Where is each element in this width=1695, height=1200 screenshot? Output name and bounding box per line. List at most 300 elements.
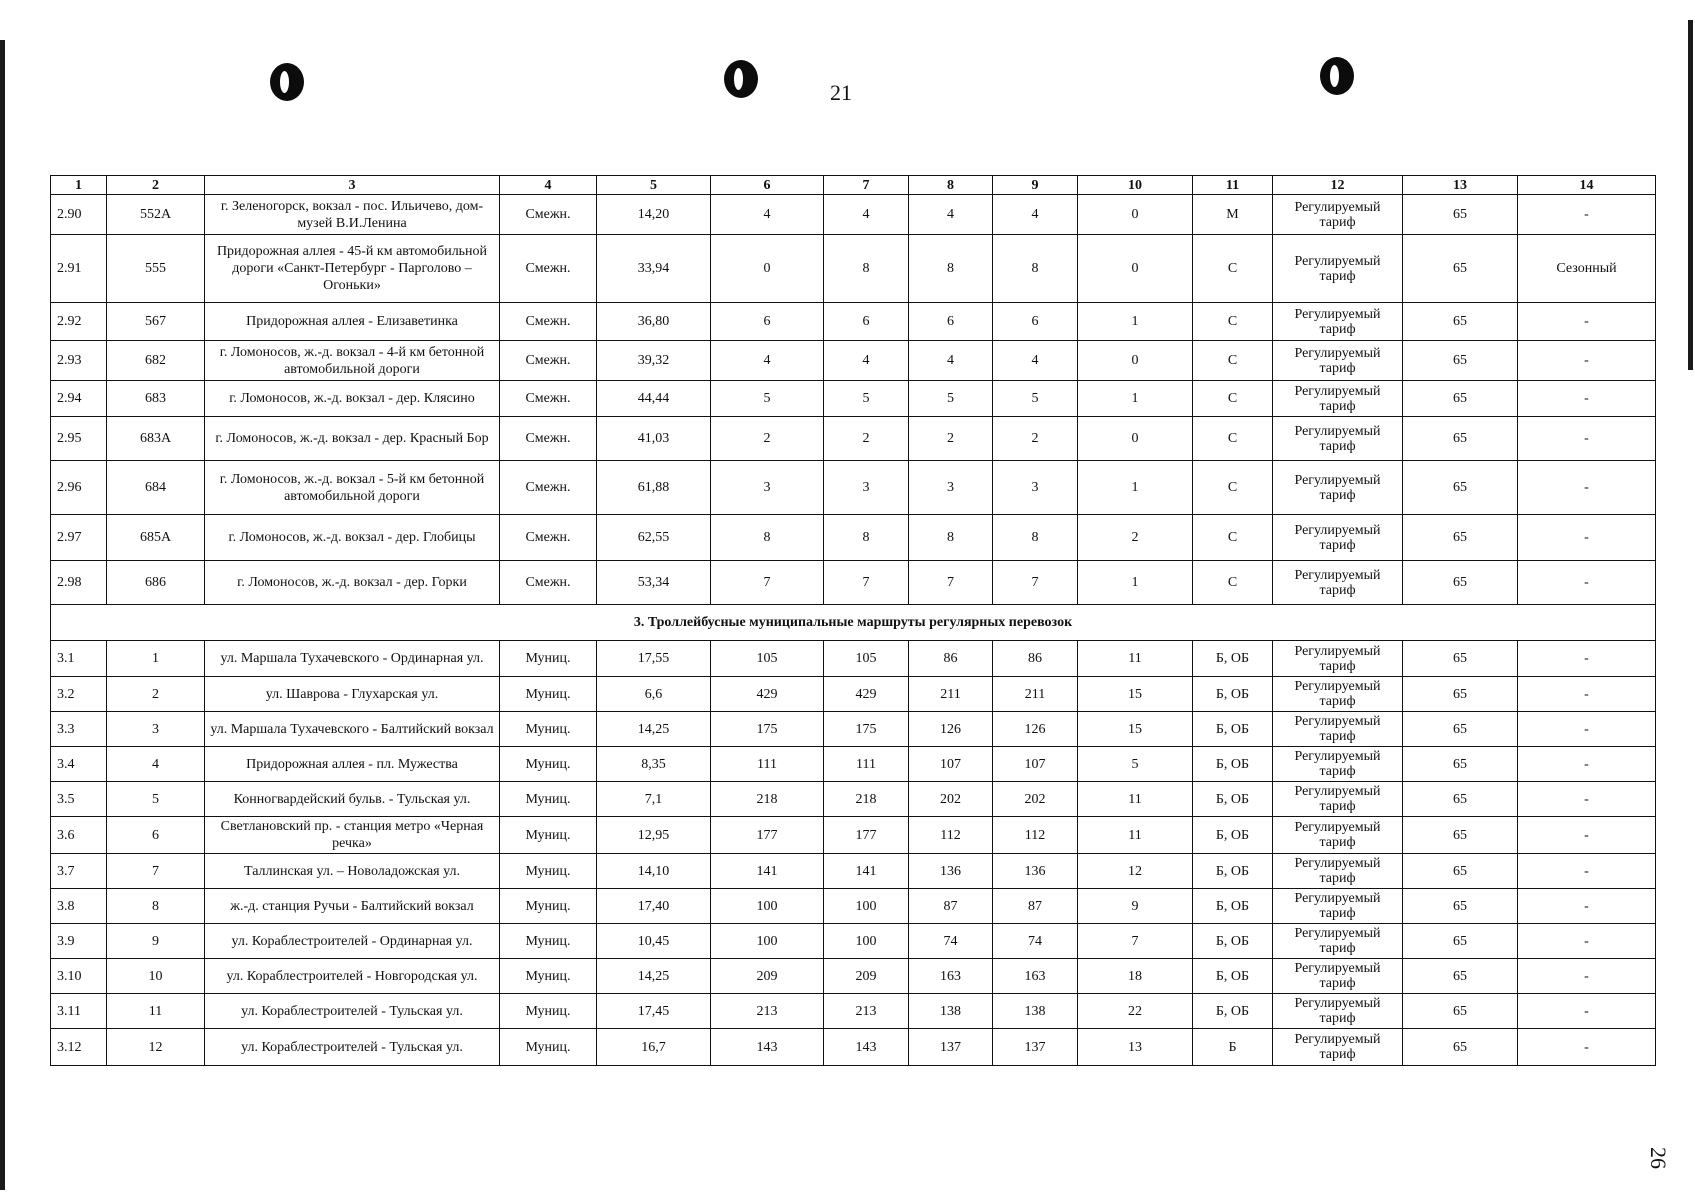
row-number: 2.91 bbox=[51, 235, 107, 303]
route-type: Муниц. bbox=[500, 747, 597, 782]
route-type: Смежн. bbox=[500, 515, 597, 561]
vehicle-class: Б, ОБ bbox=[1193, 817, 1273, 854]
col-9: 136 bbox=[993, 854, 1078, 889]
route-type: Смежн. bbox=[500, 381, 597, 417]
vehicle-class: С bbox=[1193, 417, 1273, 461]
col-13: 65 bbox=[1403, 994, 1518, 1029]
table-row bbox=[51, 515, 1656, 561]
route-path: Конногвардейский бульв. - Тульская ул. bbox=[205, 782, 500, 817]
route-type: Муниц. bbox=[500, 889, 597, 924]
tariff-type: Регулируемый тариф bbox=[1273, 782, 1403, 817]
route-path: ул. Кораблестроителей - Новгородская ул. bbox=[205, 959, 500, 994]
col-7: 218 bbox=[824, 782, 909, 817]
col-9: 5 bbox=[993, 381, 1078, 417]
col-7: 5 bbox=[824, 381, 909, 417]
col-14: - bbox=[1518, 747, 1656, 782]
vehicle-class: С bbox=[1193, 381, 1273, 417]
col-6: 4 bbox=[711, 195, 824, 235]
route-type: Муниц. bbox=[500, 924, 597, 959]
route-type: Муниц. bbox=[500, 641, 597, 677]
table-row bbox=[51, 747, 1656, 782]
route-number: 684 bbox=[107, 461, 205, 515]
route-type: Муниц. bbox=[500, 994, 597, 1029]
route-type: Смежн. bbox=[500, 561, 597, 605]
vehicle-class: Б, ОБ bbox=[1193, 959, 1273, 994]
page-number: 21 bbox=[830, 80, 852, 105]
col-14: - bbox=[1518, 959, 1656, 994]
table-section-3 bbox=[51, 605, 1656, 641]
route-length: 41,03 bbox=[597, 417, 711, 461]
route-path: ул. Шаврова - Глухарская ул. bbox=[205, 677, 500, 712]
col-8: 107 bbox=[909, 747, 993, 782]
route-type: Муниц. bbox=[500, 959, 597, 994]
route-number: 10 bbox=[107, 959, 205, 994]
tariff-type: Регулируемый тариф bbox=[1273, 712, 1403, 747]
table-row bbox=[51, 712, 1656, 747]
punch-hole-right bbox=[1320, 57, 1354, 95]
col-7: 100 bbox=[824, 889, 909, 924]
col-9: 87 bbox=[993, 889, 1078, 924]
col-7: 177 bbox=[824, 817, 909, 854]
route-length: 6,6 bbox=[597, 677, 711, 712]
table-row bbox=[51, 235, 1656, 303]
route-number: 686 bbox=[107, 561, 205, 605]
col-8: 211 bbox=[909, 677, 993, 712]
col-9: 211 bbox=[993, 677, 1078, 712]
route-path: ул. Маршала Тухачевского - Ординарная ул. bbox=[205, 641, 500, 677]
col-14: - bbox=[1518, 561, 1656, 605]
route-length: 33,94 bbox=[597, 235, 711, 303]
col-13: 65 bbox=[1403, 782, 1518, 817]
col-7: 209 bbox=[824, 959, 909, 994]
col-14: - bbox=[1518, 1029, 1656, 1066]
route-path: г. Ломоносов, ж.-д. вокзал - 4-й км бетонной автомобильной дороги bbox=[205, 341, 500, 381]
row-number: 2.95 bbox=[51, 417, 107, 461]
col-9: 6 bbox=[993, 303, 1078, 341]
route-path: г. Ломоносов, ж.-д. вокзал - дер. Красный Бор bbox=[205, 417, 500, 461]
table-row bbox=[51, 561, 1656, 605]
row-number: 3.5 bbox=[51, 782, 107, 817]
route-number: 5 bbox=[107, 782, 205, 817]
col-6: 143 bbox=[711, 1029, 824, 1066]
col-6: 105 bbox=[711, 641, 824, 677]
col-14: - bbox=[1518, 417, 1656, 461]
col-13: 65 bbox=[1403, 515, 1518, 561]
route-type: Муниц. bbox=[500, 782, 597, 817]
column-header: 2 bbox=[107, 176, 205, 195]
route-path: ул. Кораблестроителей - Тульская ул. bbox=[205, 1029, 500, 1066]
table-row bbox=[51, 461, 1656, 515]
column-header: 12 bbox=[1273, 176, 1403, 195]
col-6: 2 bbox=[711, 417, 824, 461]
route-length: 39,32 bbox=[597, 341, 711, 381]
col-14: - bbox=[1518, 381, 1656, 417]
row-number: 3.11 bbox=[51, 994, 107, 1029]
row-number: 3.7 bbox=[51, 854, 107, 889]
row-number: 2.98 bbox=[51, 561, 107, 605]
vehicle-class: С bbox=[1193, 561, 1273, 605]
col-14: - bbox=[1518, 782, 1656, 817]
route-number: 555 bbox=[107, 235, 205, 303]
route-number: 1 bbox=[107, 641, 205, 677]
route-number: 682 bbox=[107, 341, 205, 381]
col-8: 6 bbox=[909, 303, 993, 341]
col-9: 126 bbox=[993, 712, 1078, 747]
col-10: 15 bbox=[1078, 677, 1193, 712]
col-6: 8 bbox=[711, 515, 824, 561]
row-number: 3.8 bbox=[51, 889, 107, 924]
route-type: Муниц. bbox=[500, 817, 597, 854]
col-9: 8 bbox=[993, 515, 1078, 561]
route-length: 44,44 bbox=[597, 381, 711, 417]
route-path: ул. Кораблестроителей - Ординарная ул. bbox=[205, 924, 500, 959]
col-13: 65 bbox=[1403, 924, 1518, 959]
col-9: 8 bbox=[993, 235, 1078, 303]
column-header: 6 bbox=[711, 176, 824, 195]
col-14: - bbox=[1518, 817, 1656, 854]
section-row bbox=[51, 605, 1656, 641]
col-14: - bbox=[1518, 303, 1656, 341]
route-path: Придорожная аллея - 45-й км автомобильной дороги «Санкт-Петербург - Парголово – Огоньки» bbox=[205, 235, 500, 303]
table-row bbox=[51, 854, 1656, 889]
col-13: 65 bbox=[1403, 817, 1518, 854]
route-length: 14,25 bbox=[597, 959, 711, 994]
table-row bbox=[51, 994, 1656, 1029]
column-header: 4 bbox=[500, 176, 597, 195]
col-7: 111 bbox=[824, 747, 909, 782]
vehicle-class: С bbox=[1193, 303, 1273, 341]
route-number: 683 bbox=[107, 381, 205, 417]
col-10: 18 bbox=[1078, 959, 1193, 994]
col-10: 11 bbox=[1078, 817, 1193, 854]
col-9: 137 bbox=[993, 1029, 1078, 1066]
col-6: 209 bbox=[711, 959, 824, 994]
col-13: 65 bbox=[1403, 417, 1518, 461]
col-8: 136 bbox=[909, 854, 993, 889]
row-number: 3.12 bbox=[51, 1029, 107, 1066]
col-6: 141 bbox=[711, 854, 824, 889]
route-number: 9 bbox=[107, 924, 205, 959]
scan-edge-left bbox=[0, 40, 5, 1190]
col-14: - bbox=[1518, 924, 1656, 959]
col-6: 6 bbox=[711, 303, 824, 341]
row-number: 3.4 bbox=[51, 747, 107, 782]
col-6: 218 bbox=[711, 782, 824, 817]
vehicle-class: Б, ОБ bbox=[1193, 994, 1273, 1029]
route-type: Муниц. bbox=[500, 712, 597, 747]
tariff-type: Регулируемый тариф bbox=[1273, 417, 1403, 461]
row-number: 2.93 bbox=[51, 341, 107, 381]
col-14: - bbox=[1518, 515, 1656, 561]
vehicle-class: С bbox=[1193, 515, 1273, 561]
vehicle-class: С bbox=[1193, 461, 1273, 515]
col-7: 6 bbox=[824, 303, 909, 341]
col-7: 175 bbox=[824, 712, 909, 747]
col-14: - bbox=[1518, 889, 1656, 924]
table-row bbox=[51, 417, 1656, 461]
tariff-type: Регулируемый тариф bbox=[1273, 747, 1403, 782]
col-8: 138 bbox=[909, 994, 993, 1029]
col-8: 87 bbox=[909, 889, 993, 924]
tariff-type: Регулируемый тариф bbox=[1273, 1029, 1403, 1066]
col-6: 177 bbox=[711, 817, 824, 854]
col-10: 2 bbox=[1078, 515, 1193, 561]
route-number: 552А bbox=[107, 195, 205, 235]
vehicle-class: Б, ОБ bbox=[1193, 889, 1273, 924]
route-path: г. Ломоносов, ж.-д. вокзал - дер. Горки bbox=[205, 561, 500, 605]
route-length: 16,7 bbox=[597, 1029, 711, 1066]
col-14: - bbox=[1518, 641, 1656, 677]
col-8: 86 bbox=[909, 641, 993, 677]
col-10: 1 bbox=[1078, 303, 1193, 341]
tariff-type: Регулируемый тариф bbox=[1273, 381, 1403, 417]
col-10: 15 bbox=[1078, 712, 1193, 747]
route-type: Муниц. bbox=[500, 854, 597, 889]
col-6: 100 bbox=[711, 889, 824, 924]
col-6: 429 bbox=[711, 677, 824, 712]
route-path: г. Ломоносов, ж.-д. вокзал - 5-й км бетонной автомобильной дороги bbox=[205, 461, 500, 515]
route-number: 3 bbox=[107, 712, 205, 747]
route-length: 17,55 bbox=[597, 641, 711, 677]
col-10: 9 bbox=[1078, 889, 1193, 924]
row-number: 3.1 bbox=[51, 641, 107, 677]
table-row bbox=[51, 195, 1656, 235]
route-path: Придорожная аллея - пл. Мужества bbox=[205, 747, 500, 782]
tariff-type: Регулируемый тариф bbox=[1273, 235, 1403, 303]
col-13: 65 bbox=[1403, 235, 1518, 303]
col-6: 175 bbox=[711, 712, 824, 747]
tariff-type: Регулируемый тариф bbox=[1273, 461, 1403, 515]
col-10: 1 bbox=[1078, 461, 1193, 515]
column-header-row bbox=[51, 176, 1656, 195]
section-title: 3. Троллейбусные муниципальные маршруты регулярных перевозок bbox=[51, 605, 1656, 641]
route-type: Смежн. bbox=[500, 235, 597, 303]
route-length: 7,1 bbox=[597, 782, 711, 817]
row-number: 3.3 bbox=[51, 712, 107, 747]
route-type: Муниц. bbox=[500, 1029, 597, 1066]
col-14: - bbox=[1518, 994, 1656, 1029]
col-8: 7 bbox=[909, 561, 993, 605]
row-number: 3.9 bbox=[51, 924, 107, 959]
col-7: 4 bbox=[824, 195, 909, 235]
tariff-type: Регулируемый тариф bbox=[1273, 641, 1403, 677]
row-number: 2.90 bbox=[51, 195, 107, 235]
vehicle-class: Б, ОБ bbox=[1193, 712, 1273, 747]
col-7: 100 bbox=[824, 924, 909, 959]
route-type: Смежн. bbox=[500, 461, 597, 515]
tariff-type: Регулируемый тариф bbox=[1273, 677, 1403, 712]
table-row bbox=[51, 1029, 1656, 1066]
vehicle-class: Б, ОБ bbox=[1193, 854, 1273, 889]
route-length: 12,95 bbox=[597, 817, 711, 854]
table-row bbox=[51, 924, 1656, 959]
col-14: - bbox=[1518, 341, 1656, 381]
table-row bbox=[51, 341, 1656, 381]
table-header bbox=[51, 176, 1656, 195]
col-9: 4 bbox=[993, 195, 1078, 235]
col-9: 202 bbox=[993, 782, 1078, 817]
route-path: г. Ломоносов, ж.-д. вокзал - дер. Глобицы bbox=[205, 515, 500, 561]
routes-table bbox=[50, 175, 1656, 1066]
tariff-type: Регулируемый тариф bbox=[1273, 959, 1403, 994]
route-number: 4 bbox=[107, 747, 205, 782]
col-8: 4 bbox=[909, 195, 993, 235]
route-length: 62,55 bbox=[597, 515, 711, 561]
table-row bbox=[51, 641, 1656, 677]
col-6: 0 bbox=[711, 235, 824, 303]
column-header: 11 bbox=[1193, 176, 1273, 195]
col-9: 3 bbox=[993, 461, 1078, 515]
col-6: 4 bbox=[711, 341, 824, 381]
route-type: Смежн. bbox=[500, 417, 597, 461]
table-row bbox=[51, 381, 1656, 417]
col-7: 429 bbox=[824, 677, 909, 712]
row-number: 2.92 bbox=[51, 303, 107, 341]
route-path: ул. Маршала Тухачевского - Балтийский вокзал bbox=[205, 712, 500, 747]
col-7: 3 bbox=[824, 461, 909, 515]
col-6: 111 bbox=[711, 747, 824, 782]
col-10: 5 bbox=[1078, 747, 1193, 782]
col-13: 65 bbox=[1403, 381, 1518, 417]
tariff-type: Регулируемый тариф bbox=[1273, 854, 1403, 889]
row-number: 2.96 bbox=[51, 461, 107, 515]
row-number: 2.97 bbox=[51, 515, 107, 561]
tariff-type: Регулируемый тариф bbox=[1273, 994, 1403, 1029]
col-10: 11 bbox=[1078, 641, 1193, 677]
col-7: 105 bbox=[824, 641, 909, 677]
col-9: 2 bbox=[993, 417, 1078, 461]
column-header: 10 bbox=[1078, 176, 1193, 195]
tariff-type: Регулируемый тариф bbox=[1273, 561, 1403, 605]
vehicle-class: Б, ОБ bbox=[1193, 677, 1273, 712]
scan-edge-right bbox=[1688, 20, 1693, 370]
tariff-type: Регулируемый тариф bbox=[1273, 889, 1403, 924]
column-header: 9 bbox=[993, 176, 1078, 195]
col-9: 4 bbox=[993, 341, 1078, 381]
route-number: 2 bbox=[107, 677, 205, 712]
route-length: 8,35 bbox=[597, 747, 711, 782]
row-number: 3.6 bbox=[51, 817, 107, 854]
tariff-type: Регулируемый тариф bbox=[1273, 515, 1403, 561]
col-13: 65 bbox=[1403, 303, 1518, 341]
col-8: 74 bbox=[909, 924, 993, 959]
vehicle-class: С bbox=[1193, 341, 1273, 381]
col-13: 65 bbox=[1403, 641, 1518, 677]
table-row bbox=[51, 782, 1656, 817]
tariff-type: Регулируемый тариф bbox=[1273, 924, 1403, 959]
tariff-type: Регулируемый тариф bbox=[1273, 341, 1403, 381]
col-8: 163 bbox=[909, 959, 993, 994]
col-10: 11 bbox=[1078, 782, 1193, 817]
col-10: 1 bbox=[1078, 561, 1193, 605]
route-length: 36,80 bbox=[597, 303, 711, 341]
col-8: 8 bbox=[909, 515, 993, 561]
route-length: 14,10 bbox=[597, 854, 711, 889]
column-header: 7 bbox=[824, 176, 909, 195]
col-14: - bbox=[1518, 854, 1656, 889]
col-13: 65 bbox=[1403, 677, 1518, 712]
col-8: 5 bbox=[909, 381, 993, 417]
col-8: 3 bbox=[909, 461, 993, 515]
col-14: - bbox=[1518, 712, 1656, 747]
col-8: 2 bbox=[909, 417, 993, 461]
route-number: 685А bbox=[107, 515, 205, 561]
col-13: 65 bbox=[1403, 959, 1518, 994]
vehicle-class: Б, ОБ bbox=[1193, 747, 1273, 782]
col-13: 65 bbox=[1403, 561, 1518, 605]
col-8: 126 bbox=[909, 712, 993, 747]
route-number: 567 bbox=[107, 303, 205, 341]
col-8: 112 bbox=[909, 817, 993, 854]
table-body-section-3 bbox=[51, 641, 1656, 1066]
col-8: 8 bbox=[909, 235, 993, 303]
col-10: 13 bbox=[1078, 1029, 1193, 1066]
tariff-type: Регулируемый тариф bbox=[1273, 195, 1403, 235]
col-10: 0 bbox=[1078, 417, 1193, 461]
col-7: 8 bbox=[824, 515, 909, 561]
col-14: - bbox=[1518, 195, 1656, 235]
column-header: 13 bbox=[1403, 176, 1518, 195]
column-header: 3 bbox=[205, 176, 500, 195]
col-7: 8 bbox=[824, 235, 909, 303]
col-9: 86 bbox=[993, 641, 1078, 677]
col-6: 100 bbox=[711, 924, 824, 959]
route-path: Таллинская ул. – Новоладожская ул. bbox=[205, 854, 500, 889]
col-13: 65 bbox=[1403, 747, 1518, 782]
route-path: г. Ломоносов, ж.-д. вокзал - дер. Клясино bbox=[205, 381, 500, 417]
col-7: 4 bbox=[824, 341, 909, 381]
vehicle-class: Б, ОБ bbox=[1193, 782, 1273, 817]
col-9: 163 bbox=[993, 959, 1078, 994]
col-7: 213 bbox=[824, 994, 909, 1029]
col-10: 0 bbox=[1078, 195, 1193, 235]
col-13: 65 bbox=[1403, 712, 1518, 747]
tariff-type: Регулируемый тариф bbox=[1273, 303, 1403, 341]
col-14: Сезонный bbox=[1518, 235, 1656, 303]
row-number: 3.10 bbox=[51, 959, 107, 994]
col-8: 4 bbox=[909, 341, 993, 381]
col-8: 137 bbox=[909, 1029, 993, 1066]
col-10: 12 bbox=[1078, 854, 1193, 889]
col-13: 65 bbox=[1403, 195, 1518, 235]
col-7: 143 bbox=[824, 1029, 909, 1066]
route-length: 10,45 bbox=[597, 924, 711, 959]
route-length: 14,20 bbox=[597, 195, 711, 235]
table-row bbox=[51, 303, 1656, 341]
route-length: 14,25 bbox=[597, 712, 711, 747]
col-13: 65 bbox=[1403, 889, 1518, 924]
col-14: - bbox=[1518, 677, 1656, 712]
route-length: 53,34 bbox=[597, 561, 711, 605]
route-path: г. Зеленогорск, вокзал - пос. Ильичево, дом-музей В.И.Ленина bbox=[205, 195, 500, 235]
col-6: 5 bbox=[711, 381, 824, 417]
col-10: 1 bbox=[1078, 381, 1193, 417]
col-13: 65 bbox=[1403, 341, 1518, 381]
route-path: ул. Кораблестроителей - Тульская ул. bbox=[205, 994, 500, 1029]
route-length: 17,40 bbox=[597, 889, 711, 924]
col-9: 7 bbox=[993, 561, 1078, 605]
route-number: 12 bbox=[107, 1029, 205, 1066]
route-number: 7 bbox=[107, 854, 205, 889]
row-number: 2.94 bbox=[51, 381, 107, 417]
col-10: 7 bbox=[1078, 924, 1193, 959]
route-path: ж.-д. станция Ручьи - Балтийский вокзал bbox=[205, 889, 500, 924]
vehicle-class: Б, ОБ bbox=[1193, 641, 1273, 677]
route-type: Смежн. bbox=[500, 303, 597, 341]
row-number: 3.2 bbox=[51, 677, 107, 712]
corner-page-number: 26 bbox=[1646, 1147, 1671, 1169]
col-10: 22 bbox=[1078, 994, 1193, 1029]
